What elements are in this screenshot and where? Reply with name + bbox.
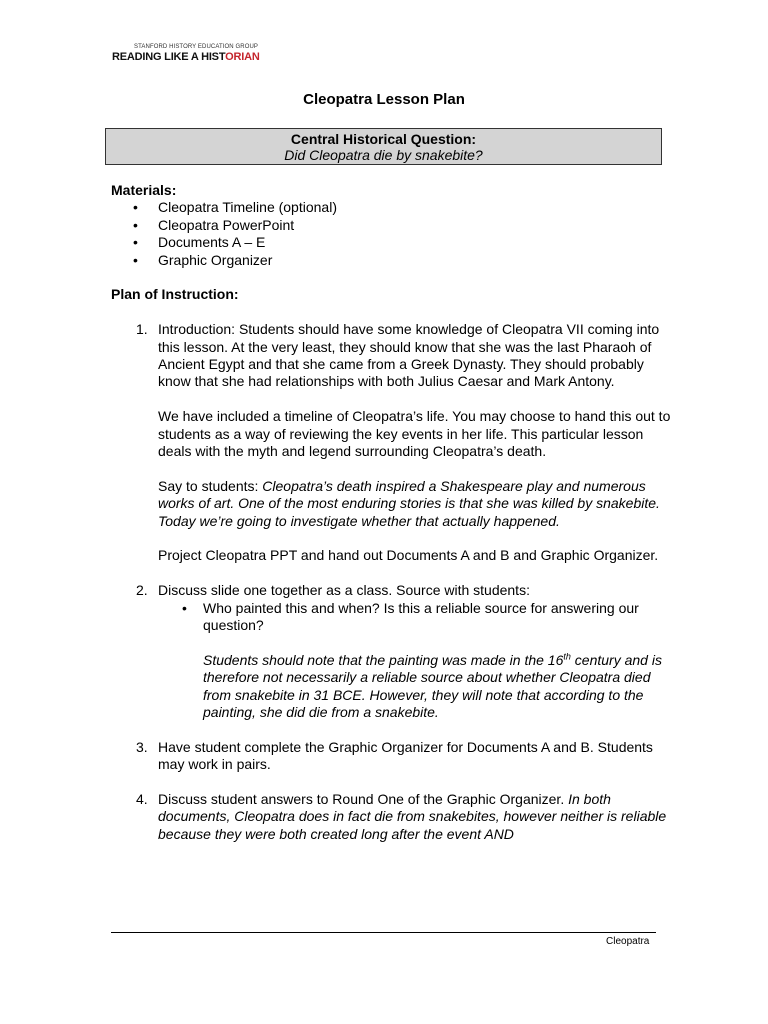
note-b: century and is therefore not necessarily a reliable source about whether Cleopatra died from snakebite in 31 BCE. However, they will note that according to the painting, she did die from a snakebite. bbox=[203, 651, 662, 721]
materials-list bbox=[111, 199, 671, 269]
central-question-box bbox=[105, 128, 662, 165]
page-title: Cleopatra Lesson Plan bbox=[303, 91, 465, 108]
pen-nib-o-icon: O bbox=[225, 51, 234, 63]
step-2-bullets bbox=[158, 600, 671, 635]
step-1-intro: Introduction: Students should have some knowledge of Cleopatra VII coming into this lesson. At the very least, they should know that she was the last Pharaoh of Ancient Egypt and that she came from a Greek Dynasty. They should probably know that she had relationships with both Julius Caesar and Mark Antony. bbox=[158, 321, 660, 390]
say-lead: Say to students: bbox=[158, 477, 263, 494]
say-text: Cleopatra’s death inspired a Shakespeare play and numerous works of art. One of the most enduring stories is that she was killed by snakebite. Today we’re going to investigate whether that actually happened. bbox=[158, 477, 660, 529]
step-number: 3. bbox=[136, 738, 148, 755]
logo bbox=[112, 44, 260, 63]
step-1 bbox=[111, 321, 671, 582]
step-3-text: Have student complete the Graphic Organizer for Documents A and B. Students may work in pairs. bbox=[158, 738, 653, 773]
list-item: • Cleopatra Timeline (optional) bbox=[111, 199, 671, 216]
step-1-say bbox=[158, 478, 671, 530]
step-1-project: Project Cleopatra PPT and hand out Documents A and B and Graphic Organizer. bbox=[158, 547, 659, 564]
step-4 bbox=[111, 791, 671, 843]
step-2 bbox=[111, 582, 671, 739]
step-1-timeline: We have included a timeline of Cleopatra’s life. You may choose to hand this out to students as a way of reviewing the key events in her life. This particular lesson deals with the myth and legend surrounding Cleopatra’s death. bbox=[158, 408, 671, 460]
footer-divider bbox=[111, 932, 656, 933]
lesson-content bbox=[111, 182, 671, 843]
list-item: • Cleopatra PowerPoint bbox=[111, 217, 671, 234]
logo-title-b: RIAN bbox=[233, 51, 260, 63]
logo-title bbox=[112, 51, 260, 63]
step-number: 2. bbox=[136, 582, 148, 599]
step-number: 1. bbox=[136, 321, 148, 338]
step-3 bbox=[111, 739, 671, 791]
plan-heading: Plan of Instruction: bbox=[111, 286, 239, 303]
list-item: • Graphic Organizer bbox=[111, 252, 671, 269]
step-2-note bbox=[158, 652, 671, 722]
logo-title-a: READING LIKE A HIST bbox=[112, 51, 226, 63]
list-item: • Documents A – E bbox=[111, 234, 671, 251]
step-2-text: Discuss slide one together as a class. Source with students: bbox=[158, 582, 530, 599]
step-4-text bbox=[158, 791, 671, 843]
list-item: • Who painted this and when? Is this a reliable source for answering our question? bbox=[158, 600, 671, 635]
logo-subtitle: STANFORD HISTORY EDUCATION GROUP bbox=[134, 44, 258, 50]
step-4-lead: Discuss student answers to Round One of the Graphic Organizer. bbox=[158, 791, 569, 808]
step-4-italic: In both documents, Cleopatra does in fact die from snakebites, however neither is reliable because they were both created long after the event AND bbox=[158, 791, 667, 842]
step-number: 4. bbox=[136, 791, 148, 808]
footer-label: Cleopatra bbox=[606, 936, 650, 947]
central-question-text: Did Cleopatra die by snakebite? bbox=[284, 147, 483, 163]
note-sup: th bbox=[563, 651, 571, 662]
note-a: Students should note that the painting was made in the 16 bbox=[203, 651, 564, 668]
plan-steps bbox=[111, 321, 671, 843]
materials-heading: Materials: bbox=[111, 182, 177, 198]
central-question-label: Central Historical Question: bbox=[290, 131, 477, 147]
